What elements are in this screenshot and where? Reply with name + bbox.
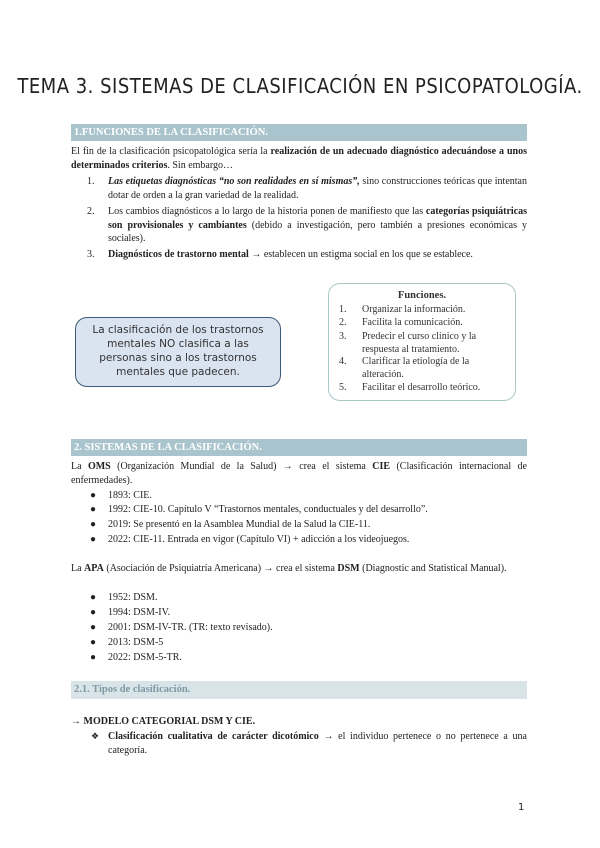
- list-item: 2. Los cambios diagnósticos a lo largo de la historia ponen de manifiesto que las categorías psiquiátricas son provisionales y cambiantes (debido a investigación, pero también a presiones económicas y sociales).: [87, 206, 527, 244]
- page-title: TEMA 3. SISTEMAS DE CLASIFICACIÓN EN PSICOPATOLOGÍA.: [17, 74, 583, 98]
- page-number: 1: [518, 802, 525, 813]
- list-item: 3. Diagnósticos de trastorno mental → establecen un estigma social en los que se establece.: [87, 249, 473, 260]
- bullet-icon: ●: [90, 519, 97, 530]
- bullet-icon: ●: [90, 652, 97, 663]
- list-item: 2022: DSM-5-TR.: [108, 652, 182, 663]
- functions-title: Funciones.: [397, 290, 447, 301]
- bullet-icon: ●: [90, 592, 97, 603]
- bullet-icon: ●: [90, 607, 97, 618]
- list-item: 1952: DSM.: [108, 592, 158, 603]
- list-item: 2001: DSM-IV-TR. (TR: texto revisado).: [108, 622, 273, 633]
- list-item: Clasificación cualitativa de carácter dicotómico → el individuo pertenece o no pertenece a una categoría.: [108, 731, 527, 756]
- list-item: 2013: DSM-5: [108, 637, 164, 648]
- apa-paragraph: La APA (Asociación de Psiquiatría Americana) → crea el sistema DSM (Diagnostic and Statistical Manual).: [71, 563, 507, 574]
- list-item: 1893: CIE.: [108, 490, 152, 501]
- oms-paragraph: La OMS (Organización Mundial de la Salud) → crea el sistema CIE (Clasificación internacional de enfermedades).: [71, 461, 527, 486]
- list-item: 1994: DSM-IV.: [108, 607, 171, 618]
- list-item: 1. Las etiquetas diagnósticas “no son realidades en sí mismas”, sino construcciones teóricas que intentan dotar de orden a la gran variedad de la realidad.: [87, 176, 527, 201]
- bullet-icon: ●: [90, 504, 97, 515]
- bullet-icon: ●: [90, 637, 97, 648]
- bullet-icon: ●: [90, 534, 97, 545]
- note-box: La clasificación de los trastornos mentales NO clasifica a las personas sino a los trastornos mentales que padecen.: [75, 317, 281, 387]
- bullet-icon: ●: [90, 490, 97, 501]
- section1-intro: El fin de la clasificación psicopatológica sería la realización de un adecuado diagnóstico adecuándose a unos determinados criterios. Sin embargo…: [71, 146, 527, 171]
- model-heading: → MODELO CATEGORIAL DSM Y CIE.: [71, 716, 256, 727]
- subsection-heading-tipos: 2.1. Tipos de clasificación.: [71, 681, 527, 699]
- functions-box: Funciones. 1. Organizar la información. 2. Facilita la comunicación. 3. Predecir el curso clínico y la respuesta al tratamiento. 4. Clarificar la etiología de la alteración. 5. Facilitar el desarrollo teórico.: [328, 283, 516, 401]
- section-heading-funciones: 1.FUNCIONES DE LA CLASIFICACIÓN.: [71, 124, 527, 141]
- list-item: 2022: CIE-11. Entrada en vigor (Capítulo VI) + adicción a los videojuegos.: [108, 534, 410, 545]
- list-item: 2019: Se presentó en la Asamblea Mundial de la Salud la CIE-11.: [108, 519, 371, 530]
- bullet-icon: ●: [90, 622, 97, 633]
- diamond-bullet-icon: ❖: [91, 731, 100, 741]
- section-heading-sistemas: 2. SISTEMAS DE LA CLASIFICACIÓN.: [71, 439, 527, 456]
- list-item: 1992: CIE-10. Capítulo V “Trastornos mentales, conductuales y del desarrollo”.: [108, 504, 428, 515]
